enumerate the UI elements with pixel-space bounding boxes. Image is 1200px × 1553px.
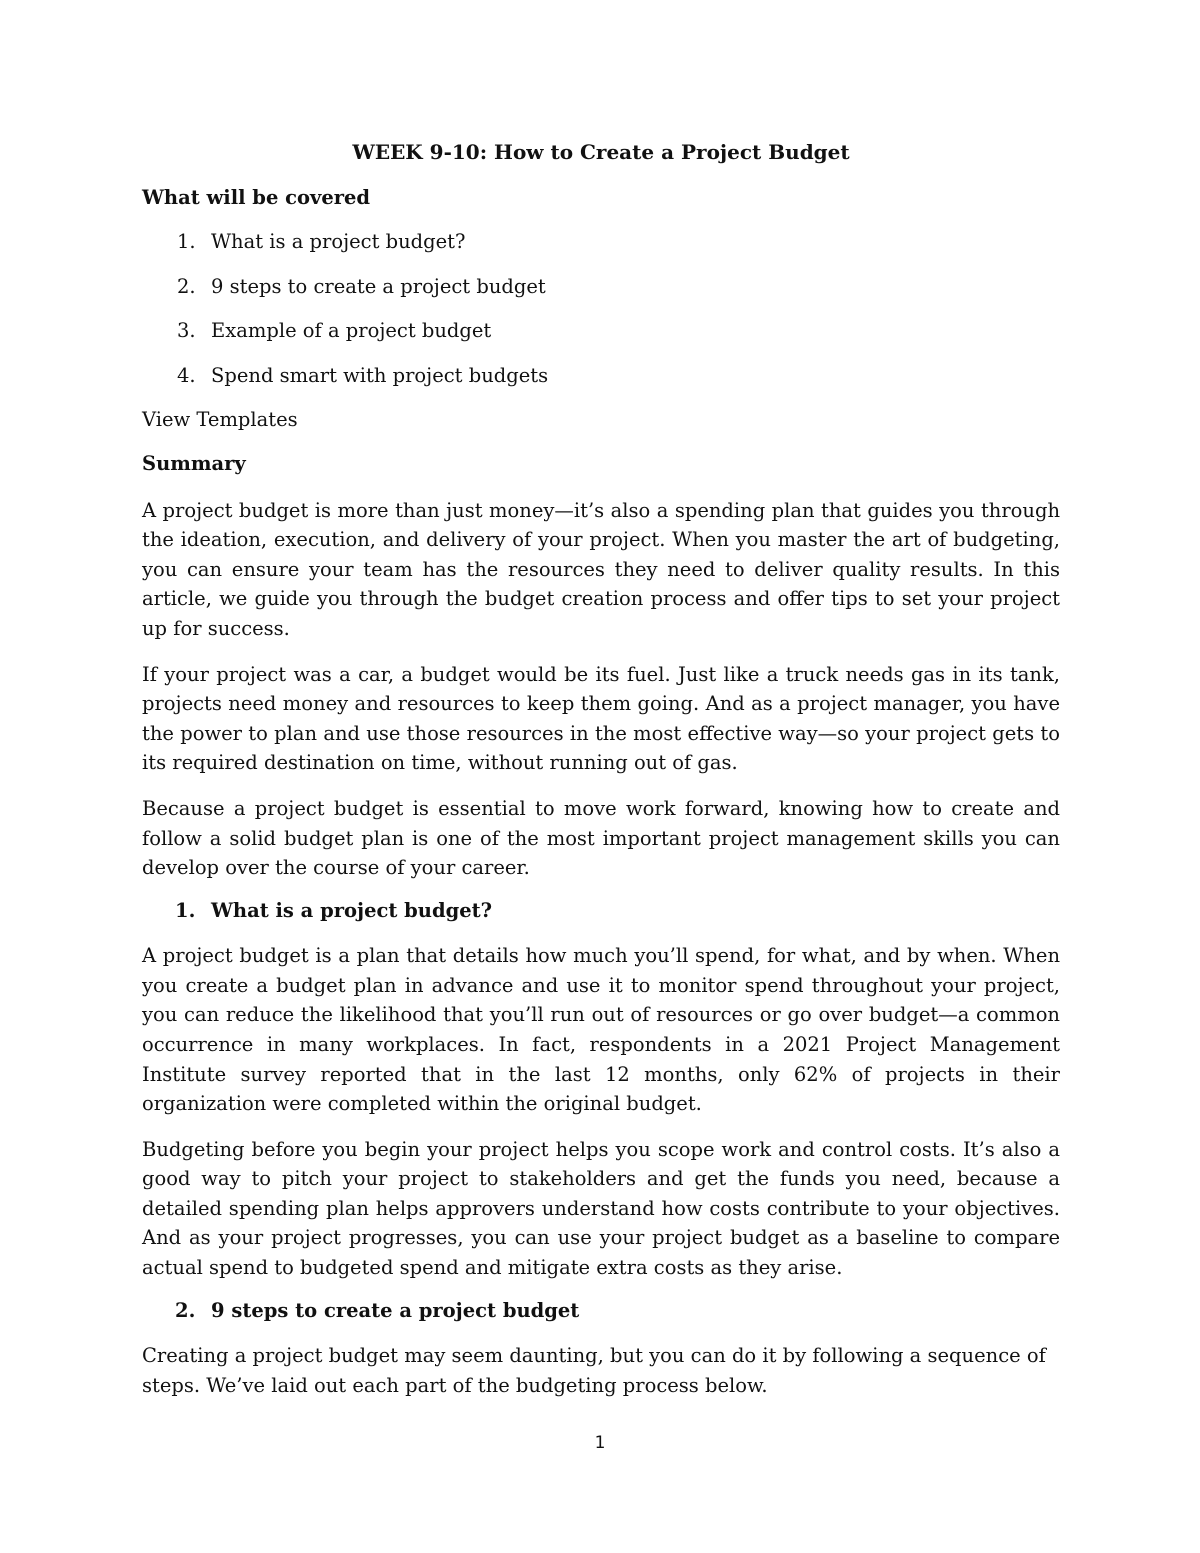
- view-templates-text: View Templates: [142, 407, 298, 431]
- table-of-contents: [142, 230, 1060, 388]
- document-body: [142, 140, 1060, 1416]
- section-number: 1.: [175, 898, 196, 922]
- covered-heading: What will be covered: [142, 186, 371, 209]
- section-title: What is a project budget?: [211, 898, 493, 922]
- section-heading-nine-steps: [142, 1299, 1060, 1323]
- summary-paragraph: If your project was a car, a budget would be its fuel. Just like a truck needs gas in its tank, projects need money and resources to keep them going. And as a project manager, you have the power to plan and use those resources in the most effective way—so your project gets to its required destination on time, without running out of gas.: [142, 662, 1060, 775]
- page-number: 1: [594, 1433, 606, 1453]
- section-number: 2.: [175, 1298, 196, 1322]
- toc-item-number: 4.: [177, 363, 196, 387]
- body-paragraph: Budgeting before you begin your project helps you scope work and control costs. It’s also a good way to pitch your project to stakeholders and get the funds you need, because a detailed spending plan helps approvers understand how costs contribute to your objectives. And as your project progresses, you can use your project budget as a baseline to compare actual spend to budgeted spend and mitigate extra costs as they arise.: [142, 1137, 1060, 1280]
- section-title: 9 steps to create a project budget: [211, 1298, 580, 1322]
- toc-item-label: What is a project budget?: [211, 230, 466, 254]
- toc-item-label: 9 steps to create a project budget: [211, 274, 546, 298]
- document-title: WEEK 9-10: How to Create a Project Budget: [352, 140, 850, 164]
- toc-item: [142, 230, 1060, 254]
- toc-item: [142, 275, 1060, 299]
- summary-paragraph: A project budget is more than just money—it’s also a spending plan that guides you through the ideation, execution, and delivery of your project. When you master the art of budgeting, you can ensure your team has the resources they need to deliver quality results. In this article, we guide you through the budget creation process and offer tips to set your project up for success.: [142, 498, 1060, 640]
- body-paragraph: A project budget is a plan that details how much you’ll spend, for what, and by when. When you create a budget plan in advance and use it to monitor spend throughout your project, you can reduce the likelihood that you’ll run out of resources or go over budget—a common occurrence in many workplaces. In fact, respondents in a 2021 Project Management Institute survey reported that in the last 12 months, only 62% of projects in their organization were completed within the original budget.: [142, 944, 1060, 1116]
- toc-item-label: Example of a project budget: [211, 319, 492, 343]
- section-heading-what-is-budget: [142, 899, 1060, 923]
- toc-item-number: 3.: [177, 319, 196, 343]
- toc-item-label: Spend smart with project budgets: [211, 363, 549, 387]
- summary-paragraph: Because a project budget is essential to move work forward, knowing how to create and follow a solid budget plan is one of the most important project management skills you can develop over the course of your career.: [142, 796, 1060, 880]
- toc-item: [142, 364, 1060, 388]
- toc-item-number: 1.: [177, 230, 196, 254]
- toc-item-number: 2.: [177, 274, 196, 298]
- body-paragraph: Creating a project budget may seem daunting, but you can do it by following a sequence of steps. We’ve laid out each part of the budgeting process below.: [142, 1344, 1046, 1397]
- summary-heading: Summary: [142, 452, 246, 476]
- toc-item: [142, 319, 1060, 343]
